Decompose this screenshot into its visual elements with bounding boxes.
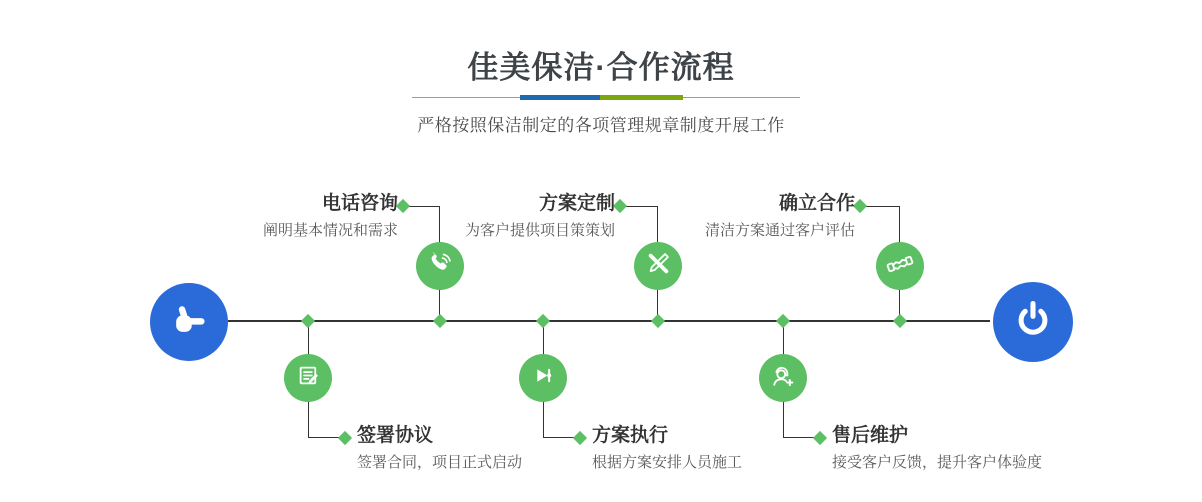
- pencil-tools-icon: [645, 250, 672, 282]
- step3-icon-circle: [876, 242, 924, 290]
- step-block-sign-agreement: [357, 425, 617, 472]
- divider-accent-green: [600, 95, 683, 100]
- timeline-start-node: [150, 283, 228, 361]
- step-desc: 接受客户反馈，提升客户体验度: [832, 454, 1043, 471]
- handshake-icon: [886, 250, 914, 283]
- step-desc: 根据方案安排人员施工: [592, 454, 743, 471]
- step2-icon-circle: [634, 242, 682, 290]
- page-title: 佳美保洁·合作流程: [467, 50, 735, 85]
- step1-icon-circle: [416, 242, 464, 290]
- step-desc: 为客户提供项目策策划: [464, 222, 615, 239]
- page-subtitle: 严格按照保洁制定的各项管理规章制度开展工作: [417, 116, 785, 135]
- contract-sign-icon: [295, 362, 322, 394]
- hand-pointer-icon: [167, 298, 211, 347]
- step-block-plan-custom: [405, 193, 615, 240]
- play-execute-icon: [530, 362, 557, 394]
- step-title: 方案定制: [538, 193, 615, 214]
- step-title: 方案执行: [592, 425, 669, 446]
- headset-plus-icon: [769, 362, 797, 395]
- step-desc: 签署合同，项目正式启动: [357, 454, 523, 471]
- step-desc: 阐明基本情况和需求: [262, 222, 398, 239]
- step-block-establish-coop: [645, 193, 855, 240]
- step5-icon-circle: [519, 354, 567, 402]
- step-block-phone-consult: [188, 193, 398, 240]
- step6-icon-circle: [759, 354, 807, 402]
- phone-icon: [427, 250, 454, 282]
- divider-accent-blue: [520, 95, 600, 100]
- step-desc: 清洁方案通过客户评估: [704, 222, 855, 239]
- timeline-end-node: [993, 282, 1073, 362]
- step4-icon-circle: [284, 354, 332, 402]
- step-block-plan-execute: [592, 425, 852, 472]
- step-title: 售后维护: [832, 425, 909, 446]
- step-title: 确立合作: [778, 193, 855, 214]
- step-title: 电话咨询: [321, 193, 398, 214]
- step-block-aftersales: [832, 425, 1092, 472]
- power-icon: [1011, 298, 1055, 347]
- step-title: 签署协议: [357, 425, 434, 446]
